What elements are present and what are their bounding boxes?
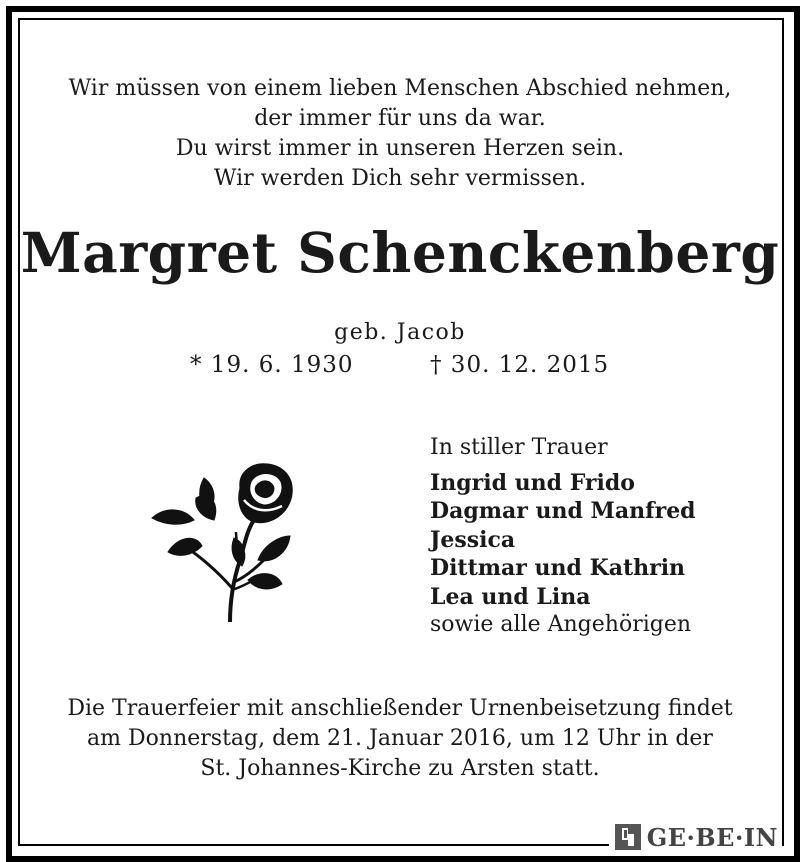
poem-line: der immer für uns da war. (254, 106, 546, 131)
mourner-family: Lea und Lina (430, 583, 591, 610)
mourner-family: Dittmar und Kathrin (430, 555, 686, 581)
mourners-closing: sowie alle Angehörigen (430, 612, 692, 637)
mourners-list (430, 434, 696, 640)
mourner-family: Dagmar und Manfred (430, 498, 696, 524)
rose-icon (148, 460, 298, 630)
deceased-name: Margret Schenckenberg (20, 220, 780, 285)
poem-line: Wir werden Dich sehr vermissen. (213, 166, 587, 191)
mourners-intro: In stiller Trauer (430, 435, 608, 460)
funeral-line: Die Trauerfeier mit anschließender Urnenbeisetzung findet (67, 696, 733, 721)
death-date: † 30. 12. 2015 (430, 352, 610, 378)
birth-date: * 19. 6. 1930 (190, 352, 354, 378)
funeral-details (0, 694, 800, 784)
mourner-family: Ingrid und Frido (430, 469, 635, 496)
poem-line: Wir müssen von einem lieben Menschen Abschied nehmen, (68, 76, 732, 101)
logo-text: GE·BE·IN (646, 822, 778, 852)
mourner-family: Jessica (430, 526, 516, 553)
funeral-line: am Donnerstag, dem 21. Januar 2016, um 12 Uhr in der (87, 726, 713, 751)
maiden-name: geb. Jacob (334, 320, 466, 345)
funeral-line: St. Johannes-Kirche zu Arsten statt. (200, 756, 600, 781)
gebein-logo (609, 820, 782, 854)
poem-line: Du wirst immer in unseren Herzen sein. (175, 136, 625, 161)
memorial-poem (0, 74, 800, 194)
gebein-logo-icon (615, 824, 641, 850)
